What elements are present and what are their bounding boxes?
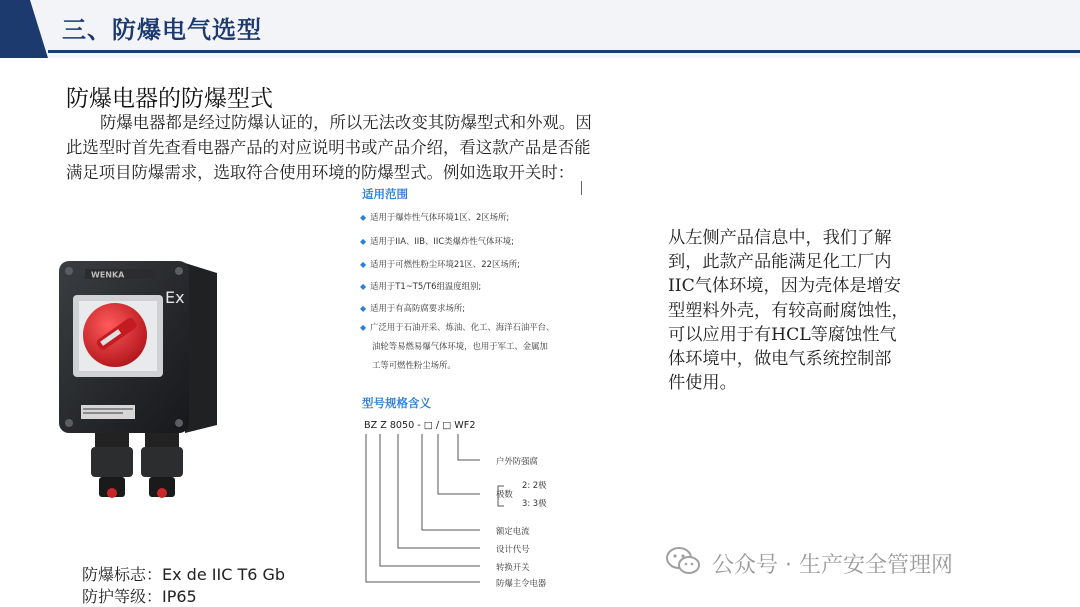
side-note-line: 到，此款产品能满足化工厂内 [668, 252, 892, 273]
product-photo-switch-box [55, 255, 225, 505]
side-note-paragraph [668, 226, 930, 395]
spec-item: ◆ 适用于爆炸性气体环境1区、2区场所; [360, 212, 510, 222]
diamond-bullet-icon: ◆ [360, 260, 367, 269]
wechat-icon [666, 546, 700, 576]
model-label-poles: 极数 [496, 489, 513, 499]
header-underline [48, 50, 1080, 53]
diamond-bullet-icon: ◆ [360, 237, 367, 246]
intro-paragraph [66, 110, 686, 185]
spec-item: ◆ 适用于T1~T5/T6组温度组别; [360, 281, 482, 291]
spec-item: ◆ 适用于IIA、IIB、IIC类爆炸性气体环境; [360, 236, 514, 246]
spec-item-continuation: 油轮等易燃易爆气体环境，也用于军工、金属加 [372, 341, 548, 351]
diamond-bullet-icon: ◆ [360, 213, 367, 222]
side-note-line: 可以应用于有HCL等腐蚀性气 [668, 324, 897, 345]
product-ex-mark: Ex [165, 288, 185, 307]
intro-line-2: 此选型时首先查看电器产品的对应说明书或产品介绍，看这款产品是否能 [66, 138, 591, 157]
model-label-pole-2: 2: 2极 [522, 480, 547, 490]
model-label-main: 防爆主令电器 [496, 578, 547, 588]
side-note-line: 型塑料外壳，有较高耐腐蚀性， [668, 300, 909, 321]
model-heading: 型号规格含义 [362, 396, 431, 410]
spec-item: ◆ 适用于可燃性粉尘环境21区、22区场所; [360, 259, 520, 269]
section-title: 防爆电器的防爆型式 [66, 86, 273, 112]
explosion-proof-mark: 防爆标志：Ex de IIC T6 Gb [82, 565, 286, 584]
cursor-mark [581, 181, 582, 195]
header-accent-shape [0, 0, 48, 58]
intro-line-1: 防爆电器都是经过防爆认证的，所以无法改变其防爆型式和外观。因 [100, 113, 592, 132]
spec-item: ◆ 广泛用于石油开采、炼油、化工、海洋石油平台、 [360, 322, 555, 332]
protection-grade: 防护等级：IP65 [82, 587, 197, 606]
diamond-bullet-icon: ◆ [360, 282, 367, 291]
page-title: 三、防爆电气选型 [62, 16, 262, 44]
spec-item-continuation: 工等可燃性粉尘场所。 [372, 360, 456, 370]
spec-heading: 适用范围 [362, 187, 408, 201]
side-note-line: 件使用。 [668, 373, 737, 394]
diamond-bullet-icon: ◆ [360, 304, 367, 313]
model-code: BZ Z 8050 - □ / □ WF2 [364, 420, 476, 431]
watermark-text: 公众号 · 生产安全管理网 [712, 553, 953, 578]
spec-item: ◆ 适用于有高防腐要求场所; [360, 303, 466, 313]
side-note-line: IIC气体环境，因为壳体是增安 [668, 276, 901, 297]
intro-line-3: 满足项目防爆需求，选取符合使用环境的防爆型式。例如选取开关时： [66, 163, 575, 182]
diamond-bullet-icon: ◆ [360, 323, 367, 332]
model-label-pole-3: 3: 3极 [522, 498, 547, 508]
model-label-switch: 转换开关 [496, 562, 530, 572]
model-label-design: 设计代号 [496, 544, 530, 554]
model-label-current: 额定电流 [496, 526, 530, 536]
product-logo-text: WENKA [91, 270, 125, 280]
side-note-line: 从左侧产品信息中，我们了解 [668, 228, 892, 248]
model-label-wf2: 户外防强腐 [496, 456, 538, 466]
side-note-line: 体环境中，做电气系统控制部 [668, 349, 892, 370]
